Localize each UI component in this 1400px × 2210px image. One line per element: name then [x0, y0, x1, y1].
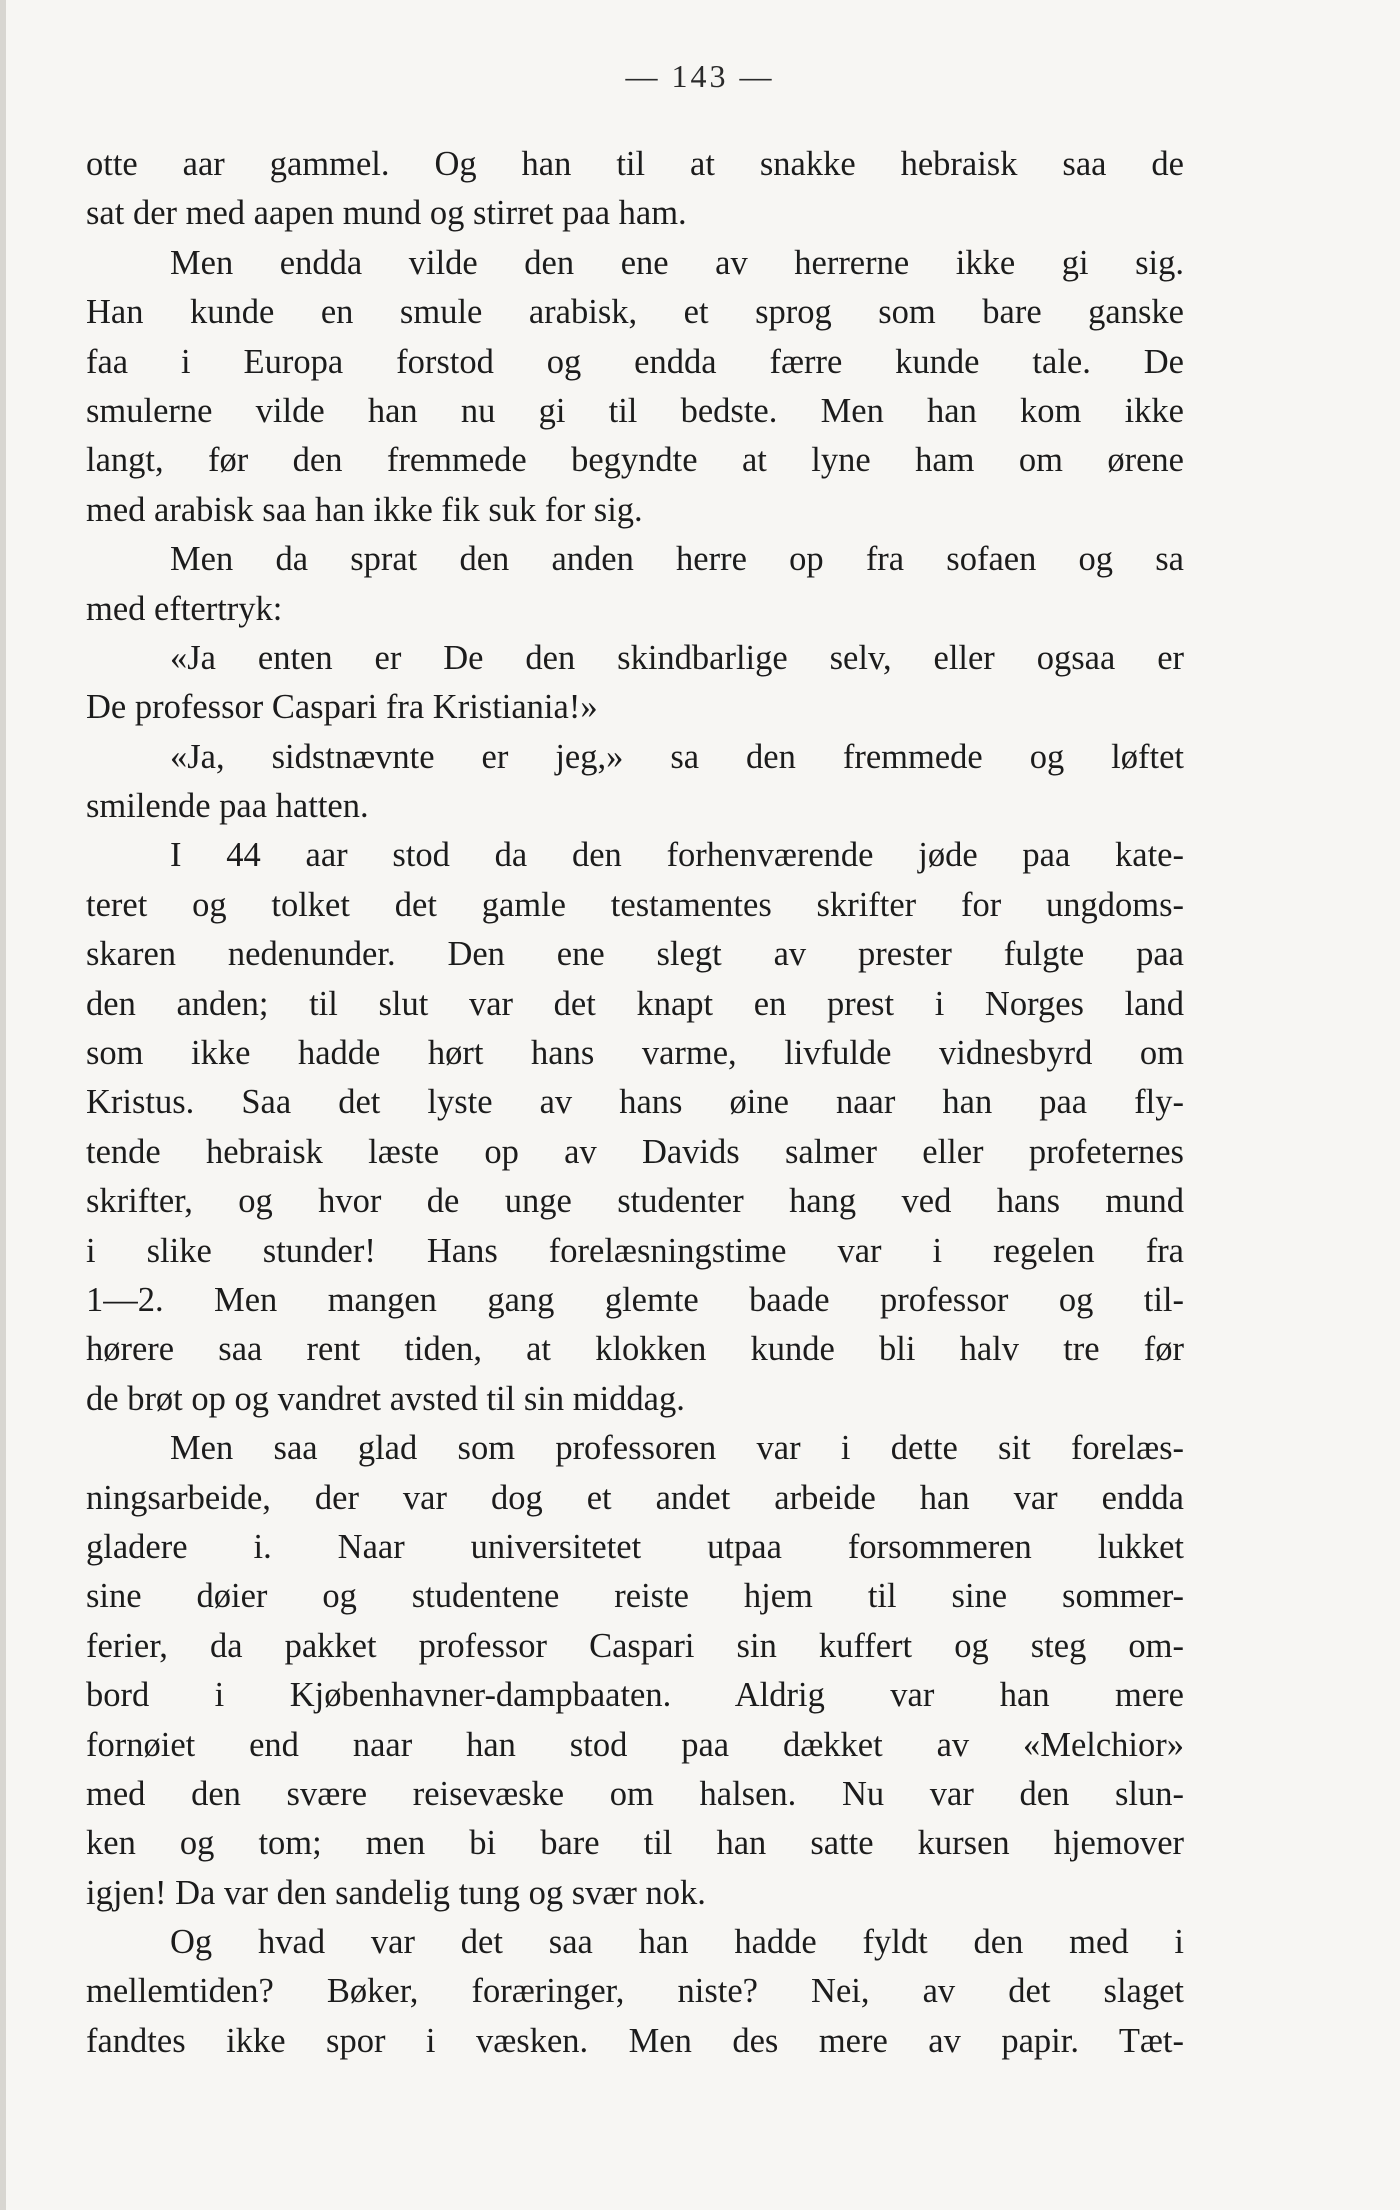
text-line: Han kunde en smule arabisk, et sprog som bare ganske [86, 293, 1184, 332]
text-line: I 44 aar stod da den forhenværende jøde paa kate- [170, 836, 1184, 875]
text-line: langt, før den fremmede begyndte at lyne ham om ørene [86, 441, 1184, 480]
text-line: Og hvad var det saa han hadde fyldt den med i [170, 1923, 1184, 1962]
text-line: De professor Caspari fra Kristiania!» [86, 688, 598, 727]
text-line: otte aar gammel. Og han til at snakke hebraisk saa de [86, 145, 1184, 183]
text-line: Men saa glad som professoren var i dette sit forelæs- [170, 1429, 1184, 1468]
text-line: som ikke hadde hørt hans varme, livfulde vidnesbyrd om [86, 1034, 1184, 1073]
text-line: sine døier og studentene reiste hjem til sine sommer- [86, 1577, 1184, 1616]
text-line: Kristus. Saa det lyste av hans øine naar han paa fly- [86, 1083, 1184, 1122]
text-line: med den svære reisevæske om halsen. Nu var den slun- [86, 1774, 1184, 1813]
body-text [86, 140, 1184, 2066]
text-line: smulerne vilde han nu gi til bedste. Men han kom ikke [86, 391, 1184, 430]
text-line: de brøt op og vandret avsted til sin middag. [86, 1379, 685, 1418]
page-edge-shadow [0, 0, 6, 2210]
text-line: Men da sprat den anden herre op fra sofaen og sa [170, 540, 1184, 579]
page-number: — 143 — [625, 58, 775, 94]
text-line: med eftertryk: [86, 589, 283, 628]
text-line: teret og tolket det gamle testamentes skrifter for ungdoms- [86, 885, 1184, 924]
text-line: ningsarbeide, der var dog et andet arbeide han var endda [86, 1478, 1184, 1517]
text-line: ferier, da pakket professor Caspari sin kuffert og steg om- [86, 1626, 1184, 1665]
text-line: «Ja enten er De den skindbarlige selv, eller ogsaa er [170, 638, 1184, 677]
text-line: mellemtiden? Bøker, foræringer, niste? Nei, av det slaget [86, 1972, 1184, 2011]
text-line: bord i Kjøbenhavner-dampbaaten. Aldrig var han mere [86, 1676, 1184, 1715]
text-line: skrifter, og hvor de unge studenter hang ved hans mund [86, 1182, 1184, 1221]
text-line: fandtes ikke spor i væsken. Men des mere av papir. Tæt- [86, 2021, 1184, 2060]
text-line: gladere i. Naar universitetet utpaa forsommeren lukket [86, 1527, 1184, 1566]
text-line: igjen! Da var den sandelig tung og svær nok. [86, 1873, 706, 1912]
text-line: med arabisk saa han ikke fik suk for sig. [86, 490, 643, 529]
text-line: faa i Europa forstod og endda færre kunde tale. De [86, 342, 1184, 381]
text-line: i slike stunder! Hans forelæsningstime var i regelen fra [86, 1231, 1184, 1270]
text-line: ken og tom; men bi bare til han satte kursen hjemover [86, 1824, 1184, 1863]
text-line: smilende paa hatten. [86, 787, 369, 826]
text-line: hørere saa rent tiden, at klokken kunde bli halv tre før [86, 1330, 1184, 1369]
text-line: 1—2. Men mangen gang glemte baade professor og til- [86, 1280, 1184, 1319]
text-line: sat der med aapen mund og stirret paa ham. [86, 194, 687, 233]
text-line: tende hebraisk læste op av Davids salmer eller profeternes [86, 1132, 1184, 1171]
text-line: «Ja, sidstnævnte er jeg,» sa den fremmede og løftet [170, 737, 1184, 776]
text-line: Men endda vilde den ene av herrerne ikke gi sig. [170, 243, 1184, 282]
text-line: den anden; til slut var det knapt en prest i Norges land [86, 984, 1184, 1023]
text-line: skaren nedenunder. Den ene slegt av prester fulgte paa [86, 935, 1184, 974]
text-line: fornøiet end naar han stod paa dækket av «Melchior» [86, 1725, 1184, 1764]
